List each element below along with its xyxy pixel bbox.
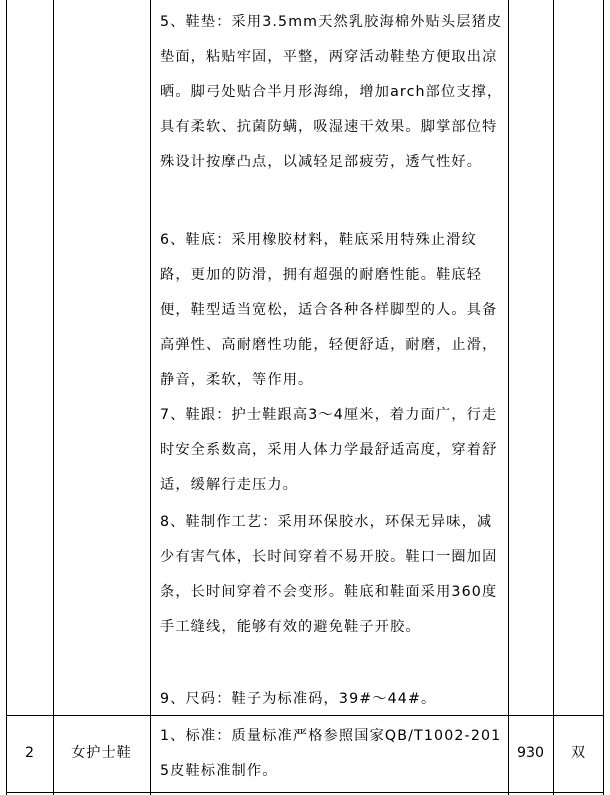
spec-item-5-insole: 5、鞋垫：采用3.5mm天然乳胶海棉外贴头层猪皮垫面，粘贴牢固，平整，两穿活动鞋垫方便取出凉晒。脚弓处贴合半月形海绵，增加arch部位支撑，具有柔软、抗菌防螨，吸湿速干效果。脚掌部位特殊设计按摩凸点，以减轻足部疲劳，透气性好。: [160, 14, 503, 170]
spec-item-8-craft: 8、鞋制作工艺：采用环保胶水，环保无异味，减少有害气体，长时间穿着不易开胶。鞋口一圈加固条，长时间穿着不会变形。鞋底和鞋面采用360度手工缝线，能够有效的避免鞋子开胶。: [160, 514, 498, 635]
column-divider-quantity: [553, 0, 554, 795]
quantity: 930: [516, 745, 545, 761]
row-index: 2: [24, 745, 35, 761]
table-border-bottom: [6, 792, 604, 793]
table-border-left: [6, 0, 7, 795]
unit: 双: [570, 745, 586, 761]
column-divider-name: [150, 0, 151, 795]
column-divider-spec: [508, 0, 509, 795]
spec-item-7-heel: 7、鞋跟：护士鞋跟高3～4厘米，着力面广，行走时安全系数高，采用人体力学最舒适高度，穿着舒适，缓解行走压力。: [160, 407, 498, 493]
product-name: 女护士鞋: [71, 745, 132, 761]
column-divider-index: [53, 0, 54, 795]
spec-item-6-sole: 6、鞋底：采用橡胶材料，鞋底采用特殊止滑纹路，更加的防滑，拥有超强的耐磨性能。鞋底轻便，鞋型适当宽松，适合各种各样脚型的人。具备高弹性、高耐磨性功能，轻便舒适，耐磨，止滑，静音，柔软，等作用。: [160, 232, 498, 388]
table-border-right: [603, 0, 604, 795]
spec-item-1-standard: 1、标准：质量标准严格参照国家QB/T1002-2015皮鞋标准制作。: [160, 728, 502, 779]
spec-item-9-size: 9、尺码：鞋子为标准码，39#～44#。: [160, 691, 437, 707]
